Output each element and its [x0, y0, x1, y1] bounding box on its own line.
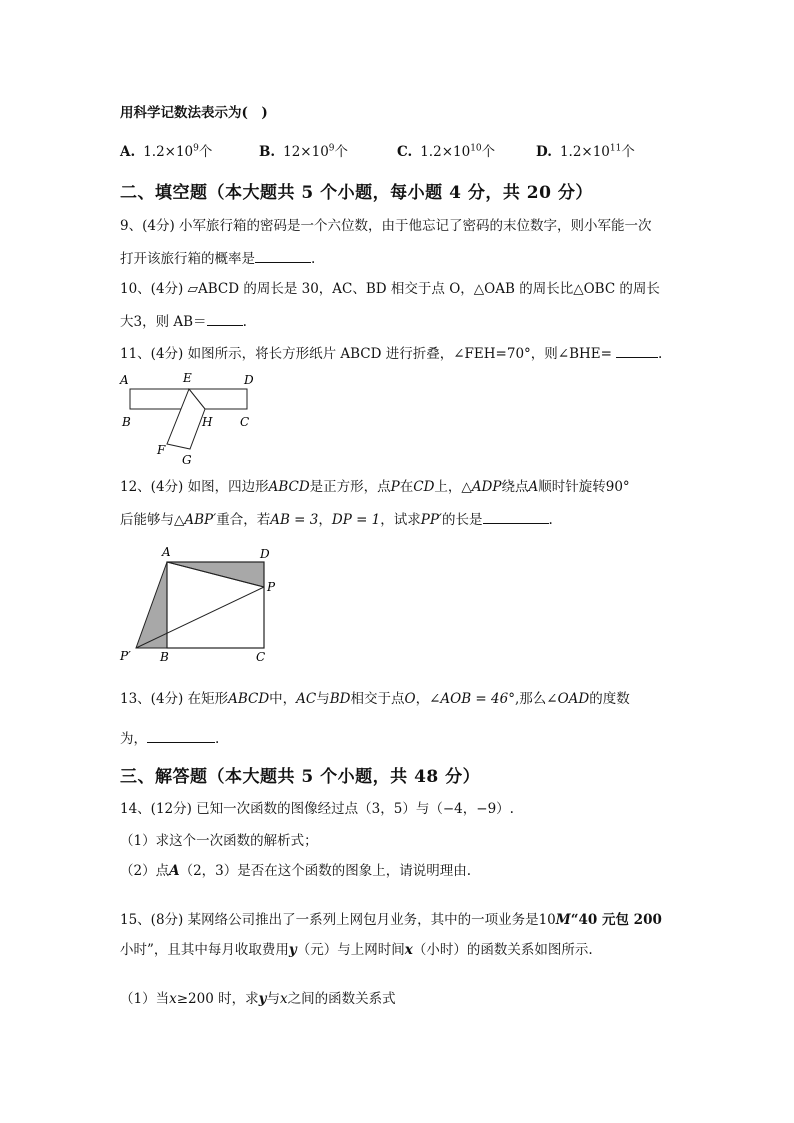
q12-text-c: 在 — [399, 479, 414, 495]
q12-text-j: ，试求 — [380, 512, 421, 528]
q11-label-h: H — [202, 415, 213, 429]
q13-rect-name: ABCD — [228, 691, 270, 707]
q10-line1: 10、(4分) ▱ABCD 的周长是 30，AC、BD 相交于点 O，△OAB 的周长比△OBC 的周长 — [120, 281, 660, 297]
q15-sub1-text-b: ≥200 时，求 — [176, 991, 259, 1007]
q13-line1 — [120, 690, 630, 708]
q12-label-b: B — [160, 650, 169, 664]
q10-end: . — [242, 314, 247, 330]
q11-label-d: D — [244, 373, 254, 387]
q15-sub1-text-c: 与 — [266, 991, 280, 1007]
q13-text-f: ,那么 — [514, 691, 547, 707]
q11-label-a: A — [120, 373, 129, 387]
question-8-tail: 用科学记数法表示为( ) — [120, 105, 268, 121]
q10-answer-blank[interactable] — [207, 311, 243, 326]
q9-line1: 9、(4分) 小军旅行箱的密码是一个六位数，由于他忘记了密码的末位数字，则小军能一次 — [120, 218, 652, 234]
q12-label-pprime: P′ — [120, 649, 131, 663]
q13-point-o: O — [404, 691, 416, 707]
q12-point-p: P — [390, 479, 400, 495]
q13-angle-oad: ∠OAD — [546, 691, 590, 707]
q10-text: 大3，则 AB＝ — [120, 314, 207, 330]
section-3-title: 三、解答题（本大题共 5 个小题，共 48 分） — [120, 767, 481, 787]
q13-answer-blank[interactable] — [147, 728, 215, 743]
q13-diag-ac: AC — [296, 691, 317, 707]
option-b-unit: 个 — [334, 144, 349, 160]
q11-answer-blank[interactable] — [616, 343, 658, 358]
q15-line1 — [120, 911, 662, 929]
q12-side-cd: CD — [413, 479, 435, 495]
q15-sub1-text-d: 之间的函数关系式 — [287, 991, 396, 1007]
q15-var-x: x — [404, 942, 413, 958]
option-a-exp: 9 — [193, 143, 199, 154]
q12-text-e: 绕点 — [501, 479, 529, 495]
option-a-key: A. — [120, 144, 136, 160]
option-d-key: D. — [536, 144, 552, 160]
q15-m: M — [555, 912, 571, 928]
q12-text-h: 重合，若 — [216, 512, 271, 528]
q9-text: 打开该旅行箱的概率是 — [120, 251, 255, 267]
option-d-exp: 11 — [609, 143, 622, 154]
option-d-unit: 个 — [621, 144, 635, 160]
q11-label-c: C — [240, 415, 250, 429]
q11-label-f: F — [157, 443, 166, 457]
q12-condition-dp: DP = 1 — [331, 512, 381, 528]
q13-text-b: 中， — [269, 691, 297, 707]
q15-sub1 — [120, 990, 396, 1008]
q12-label-d: D — [260, 547, 270, 561]
q12-segment-pp: PP′ — [420, 512, 442, 528]
option-a-unit: 个 — [198, 144, 213, 160]
option-c-key: C. — [397, 144, 413, 160]
option-d — [536, 140, 635, 160]
q13-text-a: 13、(4分) 在矩形 — [120, 691, 229, 707]
q12-line2 — [120, 509, 553, 529]
q11-label-g: G — [182, 453, 192, 467]
q12-text-b: 是正方形，点 — [309, 479, 391, 495]
q13-text-c: 与 — [316, 691, 330, 707]
option-c-unit: 个 — [481, 144, 496, 160]
option-d-base: 1.2×10 — [559, 144, 610, 160]
q14-sub2-text-b: （2，3）是否在这个函数的图象上，请说明理由. — [179, 863, 472, 879]
q12-square-figure — [114, 544, 284, 668]
q14-sub2 — [120, 862, 471, 880]
q10-line2 — [120, 311, 247, 331]
section-2-title: 二、填空题（本大题共 5 个小题，每小题 4 分，共 20 分） — [120, 183, 593, 203]
q14-sub1: （1）求这个一次函数的解析式； — [120, 833, 318, 849]
q13-angle-aob: ∠AOB = 46° — [429, 691, 515, 707]
q12-point-a: A — [528, 479, 539, 495]
q15-var-y: y — [288, 942, 297, 958]
option-a — [120, 140, 212, 160]
q11-text: 11、(4分) 如图所示，将长方形纸片 ABCD 进行折叠，∠FEH=70°，则∠BHE= — [120, 346, 612, 362]
q13-end: . — [215, 731, 220, 747]
q15-text-b: “40 元包 200 — [570, 912, 662, 928]
q12-text-a: 12、(4分) 如图，四边形 — [120, 479, 269, 495]
q13-text-h: 为， — [120, 731, 147, 747]
q12-text-g: 后能够与△ — [120, 512, 185, 528]
option-b-base: 12×10 — [283, 144, 329, 160]
option-c-exp: 10 — [470, 143, 482, 154]
q15-sub1-y: y — [258, 991, 267, 1007]
q12-triangle-abp: ABP′ — [184, 512, 217, 528]
option-b-exp: 9 — [328, 143, 335, 154]
q12-triangle-adp: ADP — [471, 479, 502, 495]
q12-text-d: 上，△ — [434, 479, 472, 495]
option-c-base: 1.2×10 — [420, 144, 471, 160]
q14-sub2-text-a: （2）点 — [120, 863, 170, 879]
q15-text-c: 小时”，且其中每月收取费用 — [120, 942, 289, 958]
q13-text-d: 相交于点 — [350, 691, 405, 707]
q12-text-k: 的长是 — [442, 512, 483, 528]
q11-label-b: B — [122, 415, 131, 429]
option-b — [259, 140, 348, 160]
q12-text-f: 顺时针旋转90° — [538, 479, 630, 495]
q12-condition-ab: AB = 3 — [270, 512, 319, 528]
q11-label-e: E — [183, 371, 192, 385]
q12-end: . — [548, 512, 553, 528]
q15-text-d: （元）与上网时间 — [296, 942, 405, 958]
q12-text-i: ， — [318, 512, 332, 528]
q12-label-p: P — [267, 580, 276, 594]
q15-text-e: （小时）的函数关系如图所示. — [412, 942, 593, 958]
q13-text-g: 的度数 — [589, 691, 630, 707]
q9-end: . — [311, 251, 316, 267]
q9-line2 — [120, 248, 315, 268]
q12-answer-blank[interactable] — [483, 509, 549, 524]
q15-sub1-x2: x — [279, 991, 288, 1007]
q11-end: . — [657, 346, 663, 362]
q12-label-a: A — [162, 545, 171, 559]
q11-folding-figure — [110, 366, 260, 470]
q15-sub1-x: x — [169, 991, 177, 1007]
q15-text-a: 15、(8分) 某网络公司推出了一系列上网包月业务，其中的一项业务是10 — [120, 912, 556, 928]
q11-line1 — [120, 343, 662, 363]
option-c — [397, 140, 495, 160]
q12-label-c: C — [256, 650, 266, 664]
q12-square-name: ABCD — [268, 479, 310, 495]
q14-line1: 14、(12分) 已知一次函数的图像经过点（3，5）与（−4，−9）. — [120, 801, 514, 817]
q12-line1 — [120, 478, 630, 496]
q14-point-a: A — [169, 863, 180, 879]
q11-folded-part — [167, 389, 205, 449]
option-a-base: 1.2×10 — [143, 144, 194, 160]
q15-line2 — [120, 941, 593, 959]
q13-text-e: ， — [415, 691, 430, 707]
q13-line2 — [120, 728, 219, 748]
option-b-key: B. — [259, 144, 276, 160]
q13-diag-bd: BD — [329, 691, 351, 707]
q9-answer-blank[interactable] — [255, 248, 311, 263]
q15-sub1-text-a: （1）当 — [120, 991, 170, 1007]
